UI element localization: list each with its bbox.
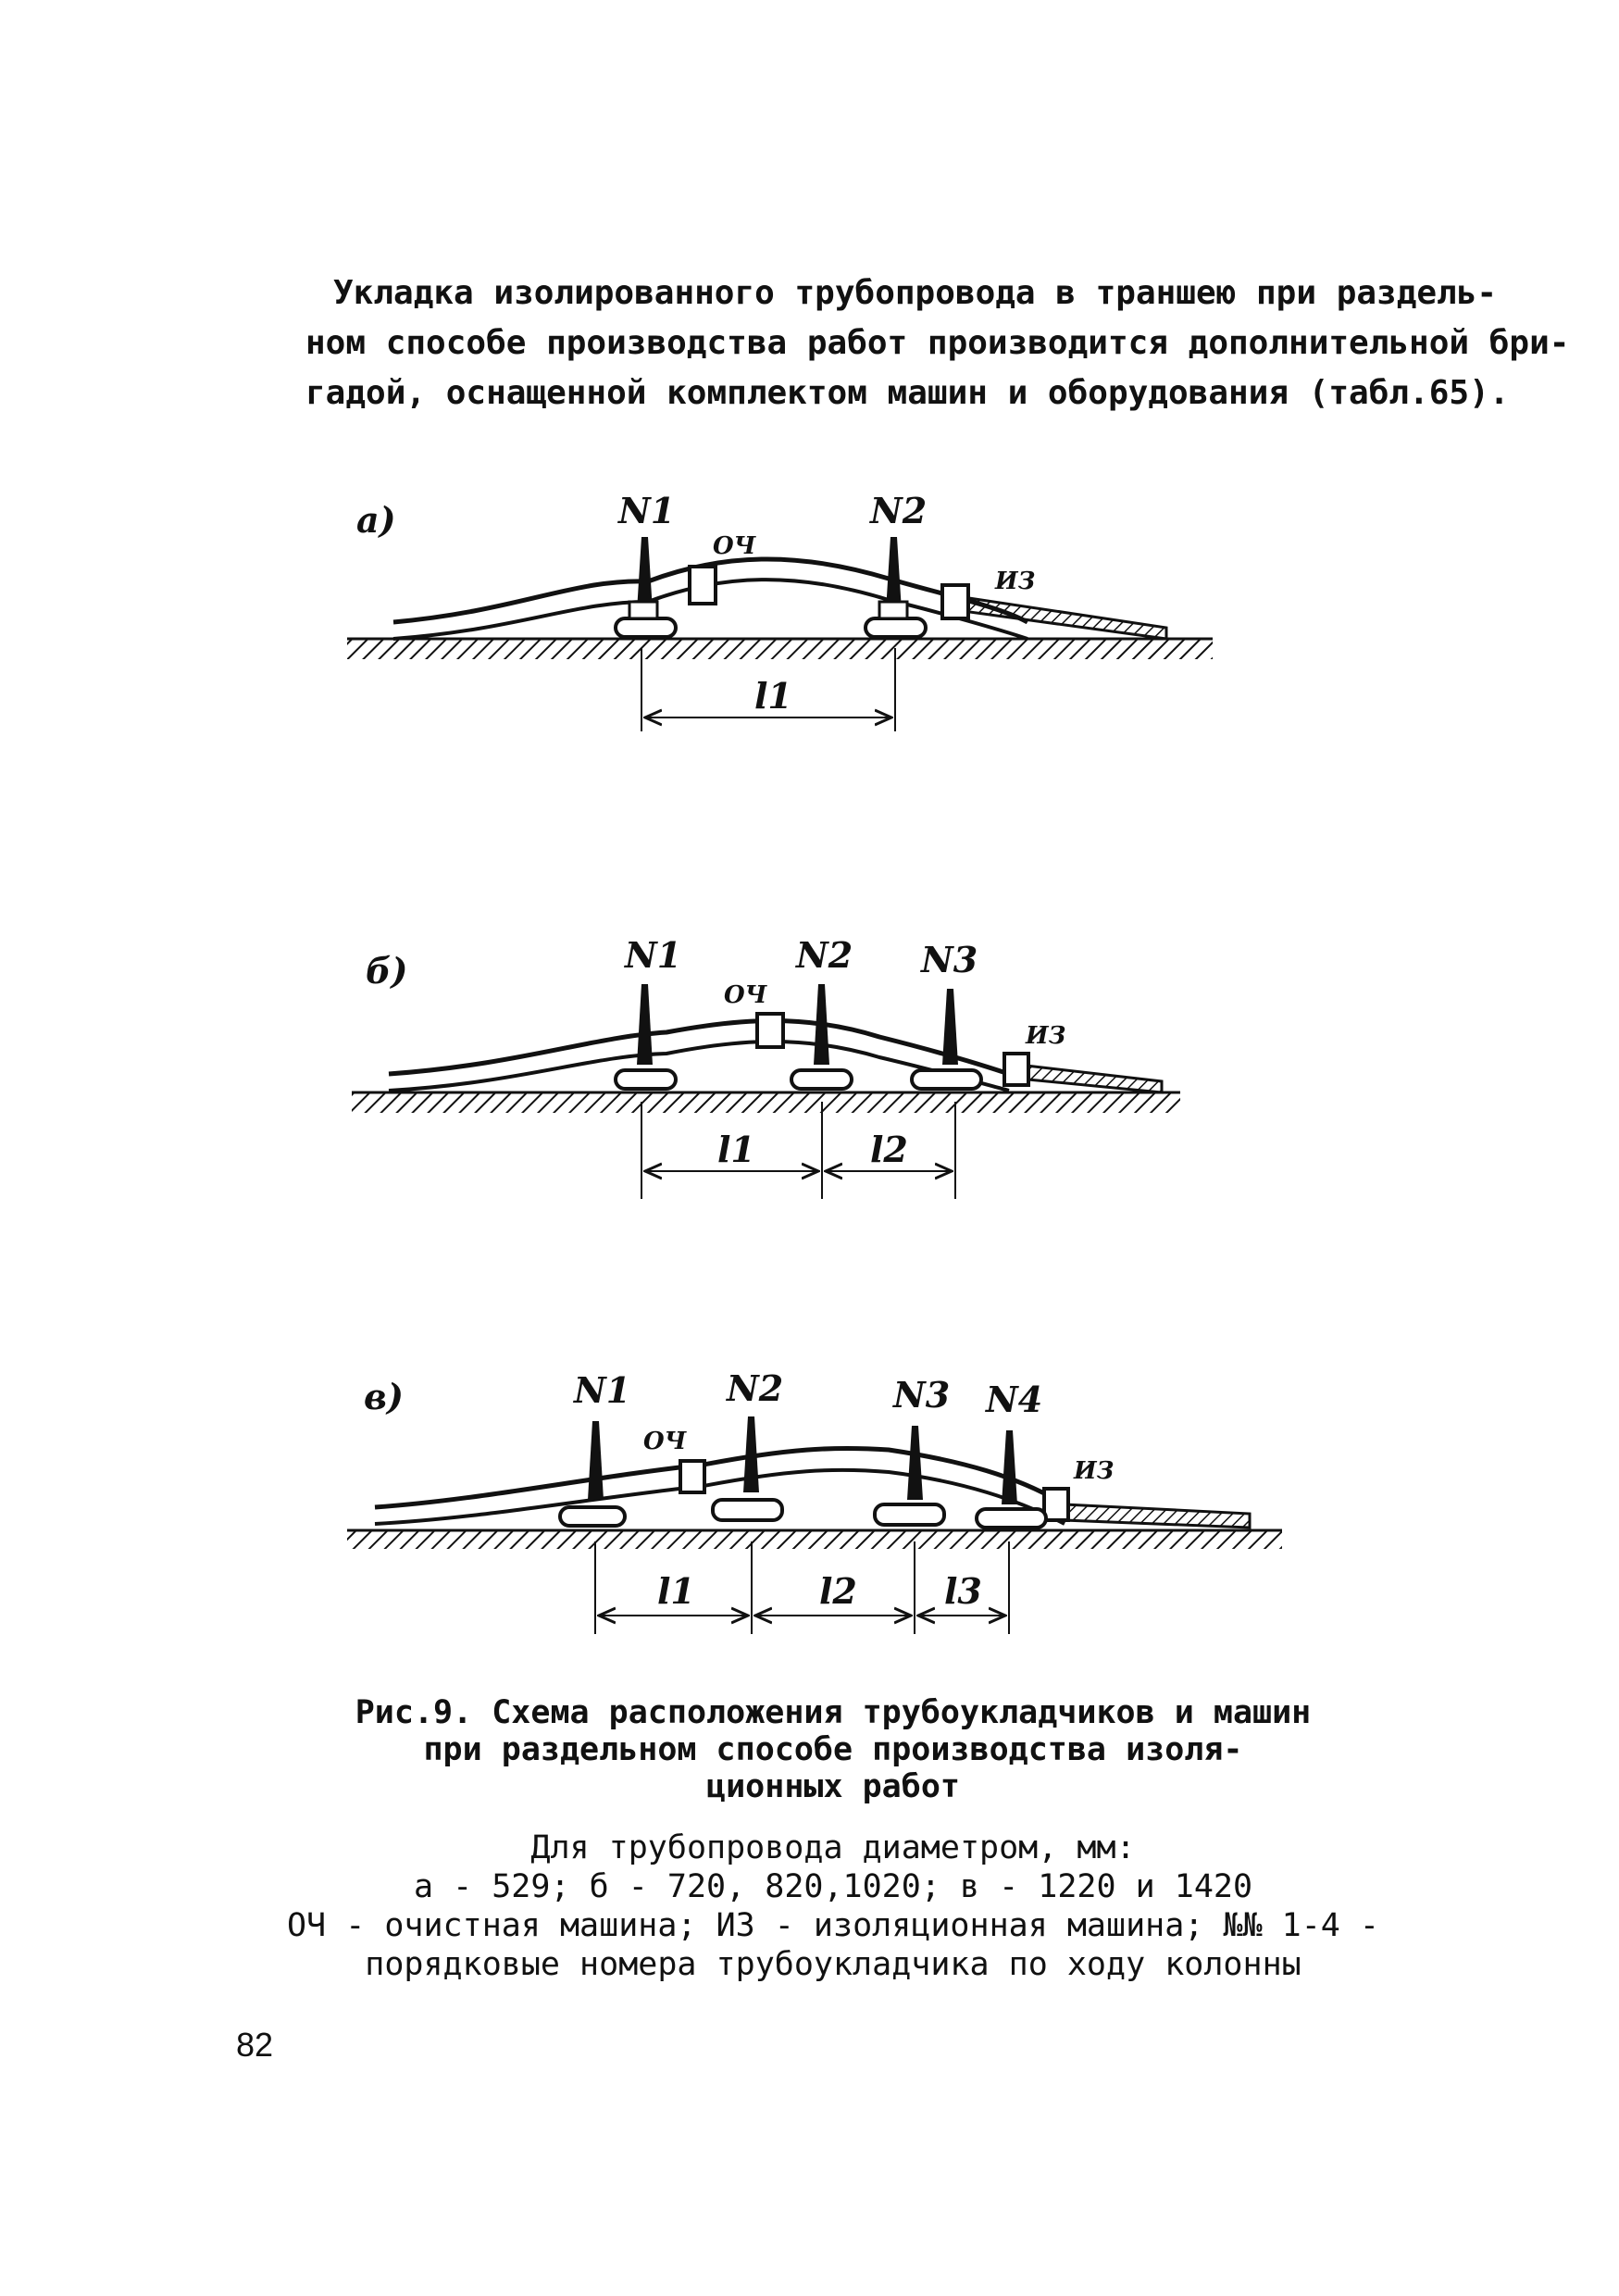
intro-line: ном способе производства работ производится дополнительной бри- — [305, 324, 1570, 362]
pipelayer-n4-label: N4 — [986, 1379, 1043, 1420]
legend-line: порядковые номера трубоукладчика по ходу колонны — [365, 1946, 1301, 1983]
caption-line: Рис.9. Схема расположения трубоукладчиков и машин — [355, 1694, 1312, 1731]
intro-line: Укладка изолированного трубопровода в траншею при раздель- — [333, 274, 1498, 312]
figure-caption — [278, 1694, 1389, 1805]
span-l2-label: l2 — [870, 1129, 908, 1170]
pipelayer-n1 — [616, 934, 681, 1089]
pipelayer-n1-label: N1 — [574, 1369, 631, 1411]
ground-hatch — [347, 1530, 1282, 1549]
cleaning-machine — [757, 1014, 783, 1047]
pipelayer-n3-label: N3 — [921, 939, 978, 980]
insulating-machine — [1004, 1054, 1028, 1085]
insulating-machine-label: ИЗ — [1026, 1022, 1066, 1050]
span-l1-label: l1 — [657, 1570, 695, 1612]
legend-line: а - 529; б - 720, 820,1020; в - 1220 и 1420 — [413, 1868, 1253, 1905]
span-l1-label: l1 — [754, 675, 792, 717]
insulating-machine-label: ИЗ — [995, 568, 1036, 595]
cleaning-machine-label: ОЧ — [643, 1428, 687, 1455]
pipelayer-n2 — [791, 934, 853, 1089]
pipelayer-n1-label: N1 — [625, 934, 682, 976]
pipelayer-n2-label: N2 — [796, 934, 853, 976]
insulated-pipe — [1065, 1504, 1250, 1528]
cleaning-machine-label: ОЧ — [724, 981, 767, 1009]
diagram-a — [347, 490, 1213, 731]
insulating-machine — [942, 585, 968, 618]
insulating-machine-label: ИЗ — [1074, 1457, 1115, 1485]
insulated-pipe — [963, 597, 1166, 639]
diagram-c-label: в) — [364, 1376, 404, 1417]
pipelayer-n2-label: N2 — [870, 490, 928, 531]
span-l3-label: l3 — [944, 1570, 982, 1612]
diagram-b — [352, 934, 1180, 1199]
cleaning-machine — [690, 567, 716, 604]
caption-line: ционных работ — [706, 1768, 960, 1805]
pipelayer-n3-label: N3 — [893, 1374, 951, 1416]
span-l2-label: l2 — [819, 1570, 857, 1612]
intro-line: гадой, оснащенной комплектом машин и оборудования (табл.65). — [305, 374, 1510, 412]
legend-line: Для трубопровода диаметром, мм: — [530, 1829, 1136, 1866]
span-l1-label: l1 — [717, 1129, 755, 1170]
pipelayer-n2 — [713, 1367, 783, 1520]
ground-hatch — [347, 639, 1213, 659]
pipelayer-n4 — [977, 1379, 1046, 1528]
insulated-pipe — [1018, 1065, 1162, 1092]
diagram-b-label: б) — [366, 950, 408, 992]
pipelayer-n1 — [616, 490, 676, 637]
pipelayer-n2 — [866, 490, 927, 637]
legend-line: ОЧ - очистная машина; ИЗ - изоляционная машина; №№ 1-4 - — [286, 1907, 1380, 1944]
cleaning-machine-label: ОЧ — [713, 532, 756, 560]
diagram-c — [347, 1367, 1282, 1634]
pipelayer-n2-label: N2 — [727, 1367, 784, 1409]
cleaning-machine — [680, 1461, 704, 1492]
diagram-a-label: а) — [356, 499, 396, 541]
insulating-machine — [1044, 1489, 1068, 1520]
pipelayer-n1-label: N1 — [618, 490, 676, 531]
caption-line: при раздельном способе производства изоля- — [423, 1731, 1243, 1768]
ground-hatch — [352, 1092, 1180, 1113]
page-number: 82 — [236, 2026, 274, 2064]
figure-legend — [278, 1828, 1389, 1984]
